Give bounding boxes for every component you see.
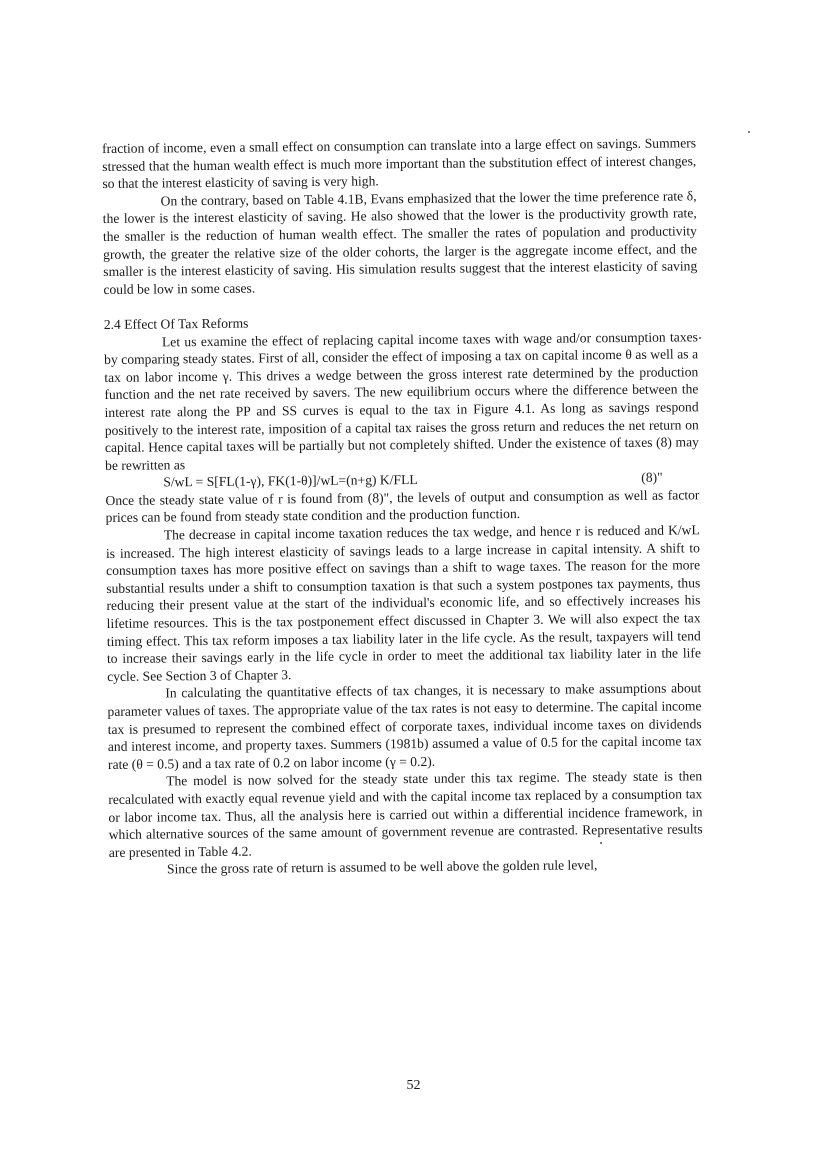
scan-speck [699,337,701,339]
paragraph-continuation: fraction of income, even a small effect on consumption can translate into a large effect on savings. Summers stressed that the human wealth effect is much more important than the substitution effect of interest changes, so that the interest elasticity of saving is very high. [102,135,697,192]
paragraph-model-solution: The model is now solved for the steady state under this tax regime. The steady state is then recalculated with exactly equal revenue yield and with the capital income tax replaced by a consumption tax or labor income tax. Thus, all the analysis here is carried out within a differential incidence framework, in which alternative sources of the same amount of government revenue are contrasted. Representative results are presented in Table 4.2. [108,768,703,860]
page-number: 52 [406,1078,421,1093]
equation-number: (8)" [641,469,663,486]
paragraph-evans: On the contrary, based on Table 4.1B, Evans emphasized that the lower the time preference rate δ, the lower is the interest elasticity of saving. He also showed that the lower is the productivity growth rate, the smaller is the reduction of human wealth effect. The smaller the rates of population and productivity growth, the greater the relative size of the older cohorts, the larger is the aggregate income effect, and the smaller is the interest elasticity of saving. His simulation results suggest that the interest elasticity of saving could be low in some cases. [102,188,698,297]
scan-speck [600,842,602,844]
paragraph-tax-reforms: Let us examine the effect of replacing capital income taxes with wage and/or consumption taxes by comparing steady states. First of all, consider the effect of imposing a tax on capital income θ as well as a tax on labor income γ. This drives a wedge between the gross interest rate determined by the production function and the net rate received by savers. The new equilibrium occurs where the difference between the interest rate along the PP and SS curves is equal to the tax in Figure 4.1. As long as savings respond positively to the interest rate, imposition of a capital tax raises the gross return and reduces the net return on capital. Hence capital taxes will be partially but not completely shifted. Under the existence of taxes (8) may be rewritten as [104,328,699,473]
paragraph-steady-state: Once the steady state value of r is found from (8)", the levels of output and consumption as well as factor prices can be found from steady state condition and the production function. [105,487,700,526]
paragraph-capital-taxation: The decrease in capital income taxation reduces the tax wedge, and hence r is reduced and K/wL is increased. The high interest elasticity of savings leads to a large increase in capital intensity. A shift to consumption taxes has more positive effect on savings than a shift to wage taxes. The reason for the more substantial results under a shift to consumption taxation is that such a system postpones tax payments, thus reducing their present value at the start of the individual's economic life, and so effectively increases his lifetime resources. This is the tax postponement effect discussed in Chapter 3. We will also expect the tax timing effect. This tax reform imposes a tax liability later in the life cycle. As the result, taxpayers will tend to increase their savings early in the life cycle in order to meet the additional tax liability later in the life cycle. See Section 3 of Chapter 3. [105,522,702,684]
equation-body: S/wL = S[FL(1-γ), FK(1-θ)]/wL=(n+g) K/FLL [163,472,418,490]
paragraph-parameter-values: In calculating the quantitative effects of tax changes, it is necessary to make assumptions about parameter values of taxes. The appropriate value of the tax rates is not easy to determine. The capital income tax is presumed to represent the combined effect of corporate taxes, individual income taxes on dividends and interest income, and property taxes. Summers (1981b) assumed a value of 0.5 for the capital income tax rate (θ = 0.5) and a tax rate of 0.2 on labor income (γ = 0.2). [107,680,702,772]
section-heading: 2.4 Effect Of Tax Reforms [103,315,249,332]
body-text [102,134,703,879]
paragraph-gross-rate: Since the gross rate of return is assumed to be well above the golden rule level, [166,857,598,877]
scan-speck [748,131,750,133]
